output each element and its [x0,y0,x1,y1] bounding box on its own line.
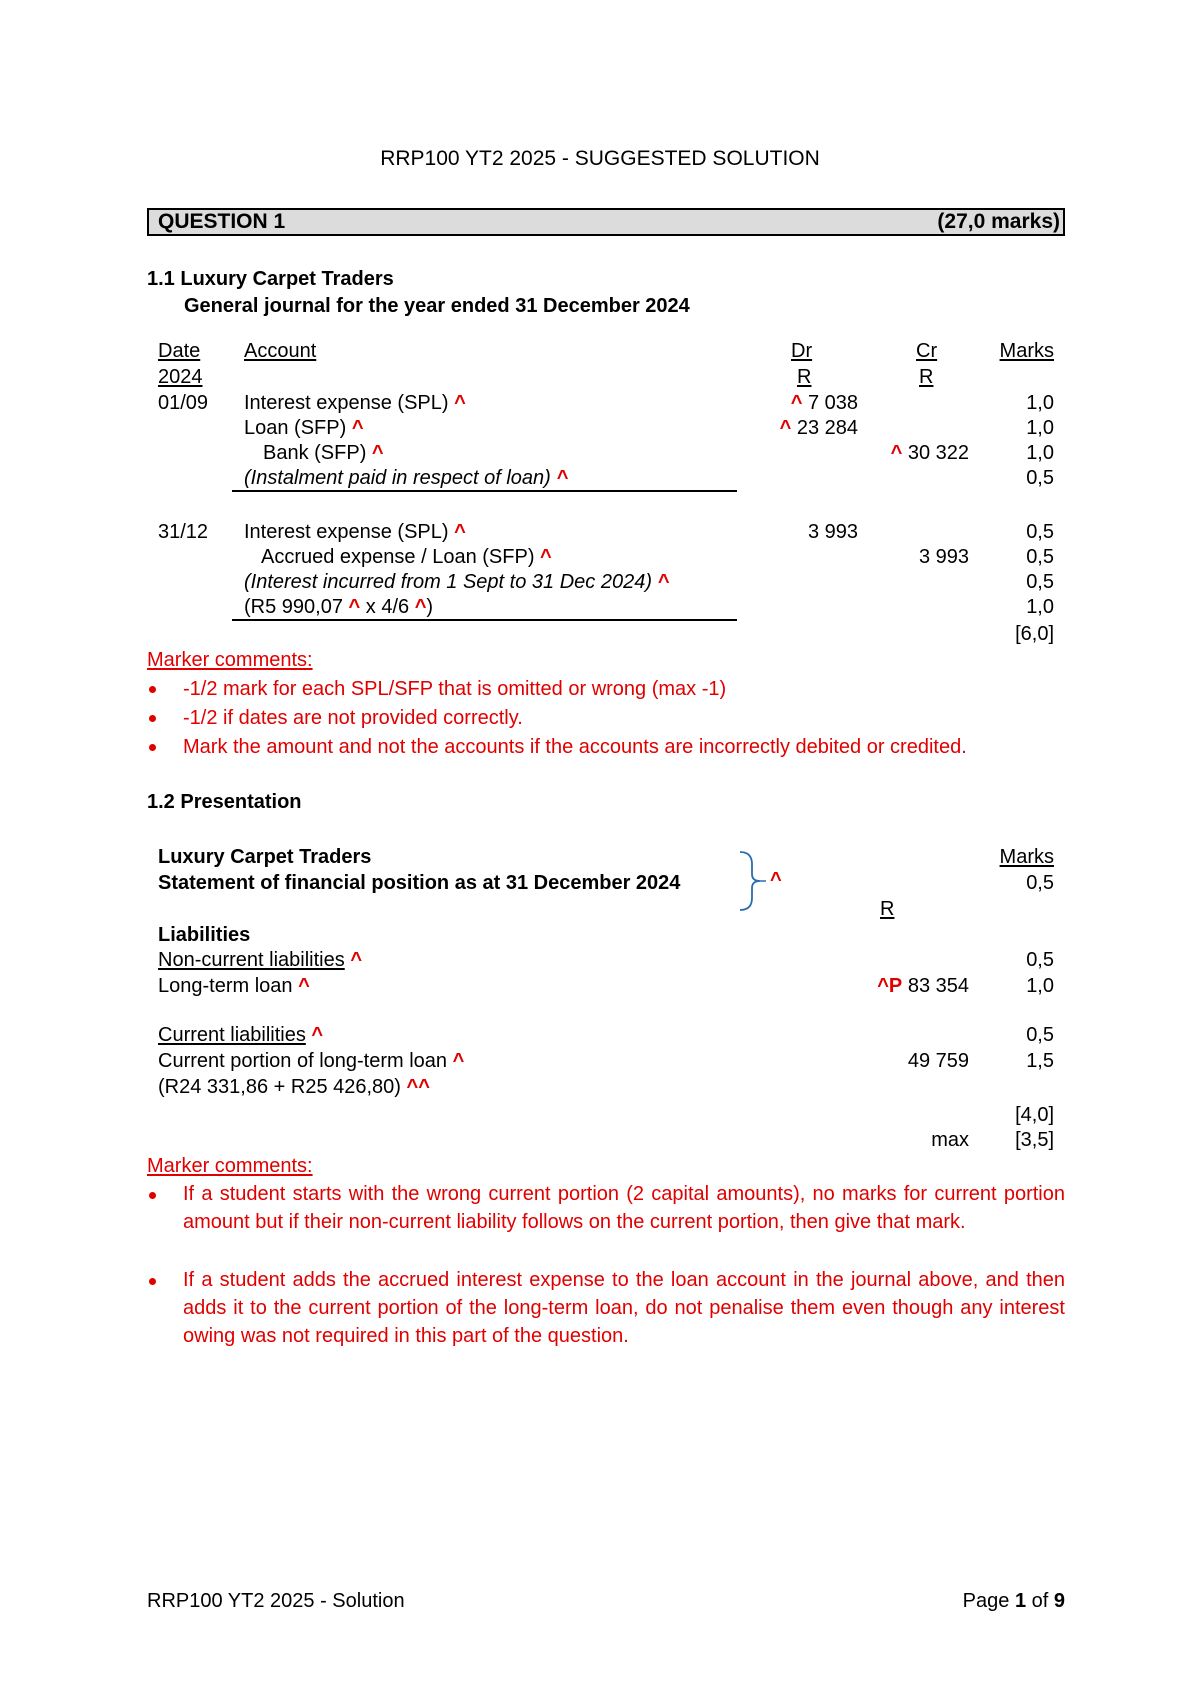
mark-caret: ^ [351,417,364,439]
sfp-total-marks: [4,0] [1015,1104,1054,1126]
comment-2-1: If a student starts with the wrong current portion (2 capital amounts), no marks for current portion amount but if their non-current liability follows on the current portion, then give that mark. [183,1183,1065,1233]
bullet-icon [149,715,156,722]
entry2-cr-2: 3 993 [918,546,969,568]
bullet-icon [149,744,156,751]
sfp-title: Statement of financial position as at 31 December 2024 [158,872,681,894]
bullet-icon [149,1192,156,1199]
entry1-account-2: Loan (SFP) ^ [244,417,364,439]
mark-caret: ^ [790,392,803,414]
mark-caret: ^ [414,596,427,618]
mark-caret: ^ [657,571,670,593]
sfp-cpl-label: Current portion of long-term loan ^ [158,1050,465,1072]
bullet-icon [149,686,156,693]
col-header-cr: Cr [916,340,938,362]
comment-2-2: If a student adds the accrued interest expense to the loan account in the journal above, and then adds it to the current portion of the long-term loan, do not penalise them even though any interest owing was not required in this part of the question. [183,1269,1065,1347]
comment-1-2: -1/2 if dates are not provided correctly. [183,707,523,729]
mark-caret: ^ [454,521,466,543]
mark-caret: ^^ [406,1076,430,1098]
mark-caret: ^ [890,442,903,464]
mark-caret: ^ [779,417,792,439]
entry1-account-3: Bank (SFP) ^ [263,442,384,464]
mark-caret: ^ [770,869,782,891]
entry1-dr-2: ^ 23 284 [779,417,858,439]
mark-caret: ^ [454,392,466,414]
page-title: RRP100 YT2 2025 - SUGGESTED SOLUTION [380,147,820,170]
entry1-divider [232,490,737,492]
mark-caret: ^ [348,596,361,618]
journal-total-marks: [6,0] [1015,623,1054,645]
sfp-max-label: max [931,1129,969,1151]
comment-1-3: Mark the amount and not the accounts if the accounts are incorrectly debited or credited. [183,736,967,758]
entry2-date: 31/12 [158,521,209,543]
entry1-mark-1: 1,0 [1026,392,1054,414]
entry1-date: 01/09 [158,392,209,414]
journal-title: General journal for the year ended 31 December 2024 [184,295,690,317]
comment-1-1: -1/2 mark for each SPL/SFP that is omitted or wrong (max -1) [183,678,727,700]
sfp-cl-heading: Current liabilities ^ [158,1024,324,1046]
mark-caret: ^P [877,975,903,997]
entry1-narration-mark: 0,5 [1026,467,1054,489]
sfp-ncl-heading: Non-current liabilities ^ [158,949,362,971]
question-label: QUESTION 1 [158,210,286,233]
sfp-ncl-mark: 0,5 [1026,949,1054,971]
sfp-ltl-label: Long-term loan ^ [158,975,310,997]
entry2-calculation: (R5 990,07 ^ x 4/6 ^) [244,596,434,618]
sfp-unit: R [880,898,895,920]
marker-comments-heading-2: Marker comments: [147,1155,313,1177]
entry1-mark-3: 1,0 [1026,442,1054,464]
section-heading-1-2: 1.2 Presentation [147,791,302,813]
section-heading-1-1: 1.1 Luxury Carpet Traders [147,268,394,290]
mark-caret: ^ [540,546,552,568]
col-header-dr: Dr [791,340,813,362]
mark-caret: ^ [371,442,384,464]
entry1-narration: (Instalment paid in respect of loan) ^ [244,467,569,489]
entry2-account-1: Interest expense (SPL) ^ [244,521,466,543]
col-header-cr-unit: R [919,366,934,388]
entry2-mark-2: 0,5 [1026,546,1054,568]
mark-caret: ^ [350,949,362,971]
entry2-dr-1: 3 993 [807,521,858,543]
entry2-narration: (Interest incurred from 1 Sept to 31 Dec 2024) ^ [244,571,670,593]
col-header-date: Date [158,340,201,362]
entry1-account-1: Interest expense (SPL) ^ [244,392,466,414]
col-header-year: 2024 [158,366,203,388]
entry2-calculation-mark: 1,0 [1026,596,1054,618]
entry2-account-2: Accrued expense / Loan (SFP) ^ [261,546,552,568]
entry1-mark-2: 1,0 [1026,417,1054,439]
sfp-max-total: [3,5] [1015,1129,1054,1151]
footer-doc-name: RRP100 YT2 2025 - Solution [147,1590,405,1612]
sfp-title-caret [770,868,782,892]
sfp-marks-header: Marks [999,846,1054,868]
sfp-ltl-amount: ^P 83 354 [877,975,969,997]
mark-caret: ^ [452,1050,465,1072]
sfp-liabilities: Liabilities [158,924,251,946]
entry1-cr-3: ^ 30 322 [890,442,969,464]
sfp-cpl-amount: 49 759 [907,1050,969,1072]
brace-icon [738,850,768,912]
mark-caret: ^ [311,1024,324,1046]
entry2-narration-mark: 0,5 [1026,571,1054,593]
sfp-title-mark: 0,5 [1026,872,1054,894]
footer-page-number: Page 1 of 9 [962,1590,1065,1612]
entry2-divider [232,619,737,621]
sfp-cpl-calculation: (R24 331,86 + R25 426,80) ^^ [158,1076,430,1098]
entry2-mark-1: 0,5 [1026,521,1054,543]
entry1-dr-1: ^ 7 038 [790,392,858,414]
col-header-dr-unit: R [797,366,812,388]
col-header-marks: Marks [999,340,1054,362]
sfp-cl-mark: 0,5 [1026,1024,1054,1046]
sfp-ltl-mark: 1,0 [1026,975,1054,997]
question-marks: (27,0 marks) [937,210,1060,233]
sfp-cpl-mark: 1,5 [1026,1050,1054,1072]
mark-caret: ^ [556,467,569,489]
marker-comments-heading-1: Marker comments: [147,649,313,671]
sfp-entity: Luxury Carpet Traders [158,846,372,868]
col-header-account: Account [244,340,317,362]
bullet-icon [149,1278,156,1285]
mark-caret: ^ [298,975,310,997]
